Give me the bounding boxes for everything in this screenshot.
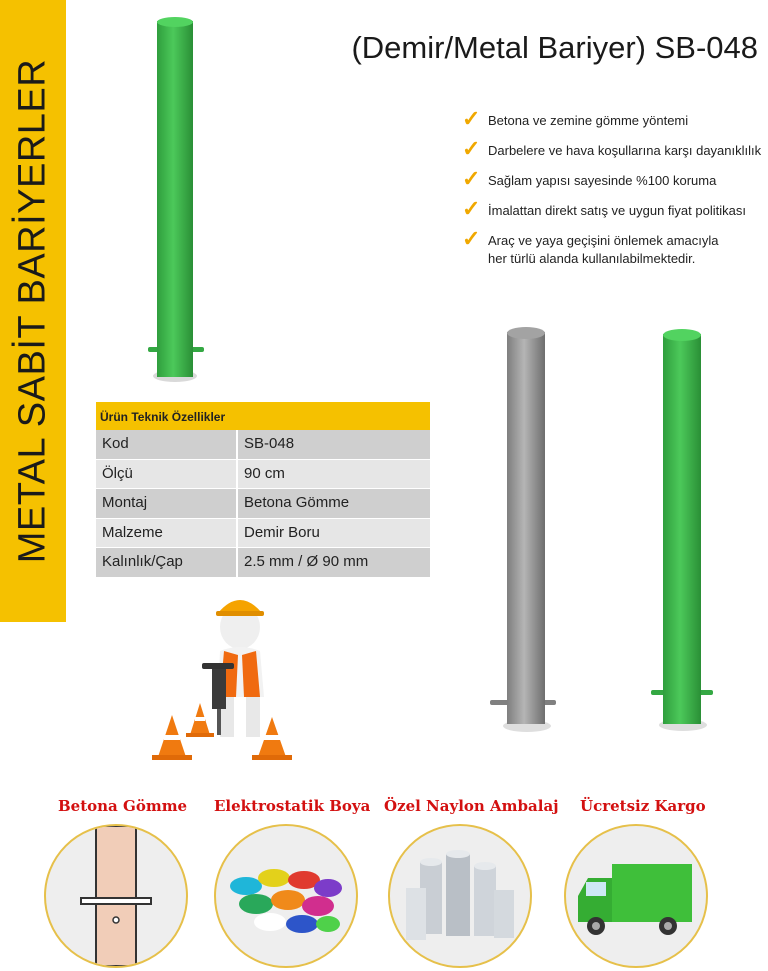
paint-powder-icon — [216, 826, 356, 966]
spec-row: Kod SB-048 — [96, 430, 430, 459]
badge-label-packaging: Özel Naylon Ambalaj — [384, 797, 559, 815]
delivery-truck-icon — [566, 826, 706, 966]
feature-list — [462, 106, 762, 280]
feature-item: ✓ Sağlam yapısı sayesinde %100 koruma — [462, 166, 717, 191]
badge-paint — [214, 824, 358, 968]
embedded-post-icon — [46, 826, 186, 966]
traffic-cone-icon — [152, 715, 192, 760]
check-icon: ✓ — [462, 226, 481, 251]
spec-row: Ölçü 90 cm — [96, 459, 430, 489]
nylon-rolls-icon — [390, 826, 530, 966]
spec-row: Montaj Betona Gömme — [96, 488, 430, 518]
check-icon: ✓ — [462, 106, 481, 131]
spec-table — [96, 402, 430, 577]
page-title: (Demir/Metal Bariyer) SB-048 — [351, 30, 758, 65]
badge-concrete — [44, 824, 188, 968]
check-icon: ✓ — [462, 136, 481, 161]
spec-rows — [96, 430, 430, 577]
side-title: METAL SABİT BARİYERLER — [11, 58, 54, 564]
feature-item: ✓ Darbelere ve hava koşullarına karşı dayanıklılık — [462, 136, 762, 161]
badge-shipping — [564, 824, 708, 968]
badge-label-shipping: Ücretsiz Kargo — [580, 797, 706, 815]
badge-label-paint: Elektrostatik Boya — [214, 797, 371, 815]
spec-row: Kalınlık/Çap 2.5 mm / Ø 90 mm — [96, 547, 430, 577]
traffic-cone-icon — [186, 703, 214, 737]
check-icon: ✓ — [462, 166, 481, 191]
green-post-side-image — [645, 322, 725, 742]
badge-label-concrete: Betona Gömme — [58, 797, 188, 815]
worker-jackhammer-illustration — [140, 585, 310, 770]
spec-table-heading: Ürün Teknik Özellikler — [96, 402, 430, 430]
spec-row: Malzeme Demir Boru — [96, 518, 430, 548]
gray-post-image — [490, 322, 570, 742]
feature-item: ✓ Araç ve yaya geçişini önlemek amacıyla her türlü alanda kullanılabilmektedir. — [462, 226, 719, 266]
side-banner — [0, 0, 66, 622]
green-post-main-image — [140, 15, 210, 395]
check-icon: ✓ — [462, 196, 481, 221]
feature-item: ✓ Betona ve zemine gömme yöntemi — [462, 106, 689, 131]
badge-packaging — [388, 824, 532, 968]
feature-item: ✓ İmalattan direkt satış ve uygun fiyat politikası — [462, 196, 746, 221]
